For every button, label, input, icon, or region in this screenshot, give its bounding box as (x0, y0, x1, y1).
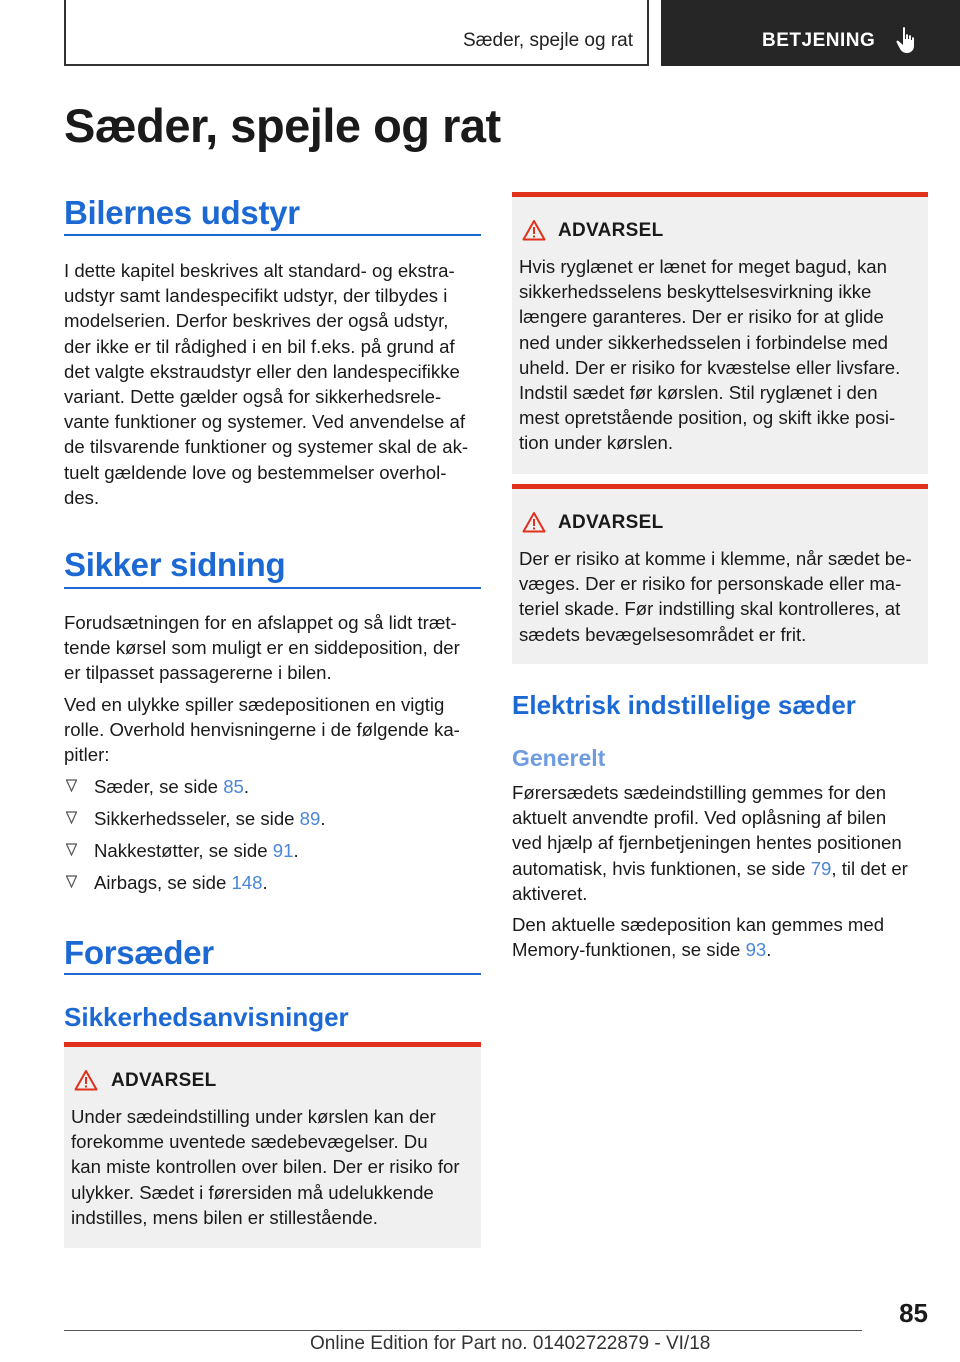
text-span: . (766, 939, 772, 961)
heading-bilernes-udstyr: Bilernes udstyr (64, 194, 300, 231)
text-line: længere garanteres. Der er risiko for at glide (519, 306, 884, 328)
text-line: tuelt gældende love og bestemmelser overhol- (64, 461, 447, 483)
subheading-elektrisk-saeder: Elektrisk indstillelige sæder (512, 690, 856, 720)
list-item (64, 838, 481, 870)
triangle-bullet-icon (66, 779, 77, 792)
warning-title: ADVARSEL (111, 1070, 217, 1091)
header-section-tab (661, 0, 960, 66)
header-chapter-title: Sæder, spejle og rat (462, 30, 633, 51)
warning-triangle-icon (74, 1069, 98, 1091)
page-link[interactable]: 148 (231, 872, 263, 893)
text-line: der ikke er til rådighed i en bil f.eks. på grund af (64, 335, 455, 357)
list-item-text: Sikkerhedsseler, se side (94, 808, 300, 829)
text-line: sædets bevægelsesområdet er frit. (519, 623, 807, 645)
page-link[interactable]: 93 (745, 939, 767, 961)
text-line: Den aktuelle sædeposition kan gemmes med (512, 914, 885, 935)
text-line: ned under sikkerhedsselen i forbindelse med (519, 331, 888, 353)
text-line: Indstil sædet før kørslen. Stil ryglænet i den (519, 382, 878, 404)
warning-triangle-icon (522, 219, 546, 241)
page-link[interactable]: 89 (299, 808, 321, 829)
paragraph-udstyr (64, 258, 484, 510)
heading-rule (64, 973, 481, 975)
text-line: variant. Dette gælder også for sikkerhedsrele- (64, 386, 442, 408)
text-line: pitler: (64, 744, 110, 766)
text-line: Der er risiko at komme i klemme, når sædet be- (519, 548, 912, 569)
warning-title: ADVARSEL (558, 512, 664, 533)
heading-rule (64, 587, 481, 589)
list-item (64, 870, 481, 902)
warning-box (512, 192, 928, 474)
text-line: de tilsvarende funktioner og systemer skal de ak- (64, 436, 469, 458)
text-span: Memory-funktionen, se side (512, 939, 746, 961)
triangle-bullet-icon (66, 875, 77, 888)
list-item-text: Airbags, se side (94, 872, 232, 893)
paragraph-ulykke (64, 692, 484, 768)
text-line: aktuelt anvendte profil. Ved oplåsning af bilen (512, 807, 887, 829)
text-line: tende kørsel som muligt er en siddeposition, der (64, 637, 460, 659)
text-line: sikkerhedsselens beskyttelsesvirkning ikke (519, 281, 872, 303)
footer-edition: Online Edition for Part no. 01402722879 - VI/18 (310, 1333, 711, 1354)
warning-triangle-icon (522, 511, 546, 533)
triangle-bullet-icon (66, 811, 77, 824)
text-line: ulykker. Sædet i førersiden må udelukkende (71, 1181, 434, 1203)
text-line: vante funktioner og systemer. Ved anvendelse af (64, 411, 466, 433)
text-line: Ved en ulykke spiller sædepositionen en vigtig (64, 694, 445, 715)
text-line: indstilles, mens bilen er stillestående. (71, 1206, 378, 1228)
warning-text (519, 546, 931, 647)
list-item (64, 774, 481, 806)
page-link[interactable]: 79 (810, 857, 832, 879)
list-item-end: . (320, 808, 326, 829)
warning-box (64, 1042, 481, 1248)
footer-rule (64, 1330, 862, 1331)
text-line (512, 937, 928, 962)
text-line: tion under kørslen. (519, 432, 673, 454)
list-item-text: Sæder, se side (94, 776, 224, 797)
text-line: ved hjælp af fjernbetjeningen hentes positionen (512, 832, 902, 854)
page-link[interactable]: 91 (272, 840, 294, 861)
heading-rule (64, 234, 481, 236)
text-line: mest opretstående position, og skift ikke posi- (519, 407, 896, 429)
list-item (64, 806, 481, 838)
text-line: udstyr samt landespecifikt udstyr, der tilbydes i (64, 285, 448, 307)
list-item-end: . (262, 872, 268, 893)
text-line: er tilpasset passagererne i bilen. (64, 662, 332, 684)
warning-title: ADVARSEL (558, 220, 664, 241)
text-line: Førersædets sædeindstilling gemmes for den (512, 782, 887, 803)
subheading-generelt: Generelt (512, 745, 606, 771)
list-item-end: . (243, 776, 250, 797)
page-number: 85 (899, 1298, 928, 1328)
text-span: automatisk, hvis funktionen, se side (512, 857, 811, 879)
subheading-sikkerhedsanvisninger: Sikkerhedsanvisninger (64, 1002, 349, 1032)
text-line: des. (64, 486, 100, 508)
list-item-text: Nakkestøtter, se side (94, 840, 273, 861)
paragraph-forudsaetning (64, 610, 484, 686)
text-line: væges. Der er risiko for personskade eller ma- (519, 573, 902, 595)
warning-text (519, 254, 931, 456)
paragraph-memory (512, 912, 928, 962)
text-line: uheld. Der er risiko for kvæstelse eller livsfare. (519, 356, 901, 378)
header-chapter-box (64, 0, 649, 66)
text-line: forekomme uventede sædebevægelser. Du (71, 1131, 428, 1153)
text-line: modelserien. Derfor beskrives der også udstyr, (64, 310, 449, 332)
text-line: teriel skade. Før indstilling skal kontrolleres, at (519, 598, 901, 620)
text-span: , til det er (831, 857, 908, 879)
text-line: det valgte ekstraudstyr eller den landespecifikke (64, 360, 460, 382)
text-line: Hvis ryglænet er lænet for meget bagud, kan (519, 256, 887, 277)
heading-sikker-sidning: Sikker sidning (64, 546, 286, 583)
text-line: rolle. Overhold henvisningerne i de følgende ka- (64, 719, 460, 741)
text-line: Under sædeindstilling under kørslen kan der (71, 1106, 436, 1127)
text-line (512, 856, 928, 881)
text-line: Forudsætningen for en afslappet og så lidt træt- (64, 612, 457, 633)
warning-text (71, 1104, 481, 1230)
warning-box (512, 484, 928, 664)
list-item-end: . (293, 840, 299, 861)
text-line: kan miste kontrollen over bilen. Der er risiko for (71, 1156, 460, 1178)
page-title: Sæder, spejle og rat (64, 99, 501, 152)
paragraph-generelt (512, 780, 928, 906)
reference-list (64, 774, 481, 902)
text-line: aktiveret. (512, 882, 588, 904)
page-link[interactable]: 85 (223, 776, 244, 797)
triangle-bullet-icon (66, 843, 77, 856)
pointing-hand-icon (895, 26, 919, 54)
heading-forsaeder: Forsæder (64, 934, 214, 971)
text-line: I dette kapitel beskrives alt standard- og ekstra- (64, 260, 455, 281)
header-section-label: BETJENING (762, 30, 876, 51)
